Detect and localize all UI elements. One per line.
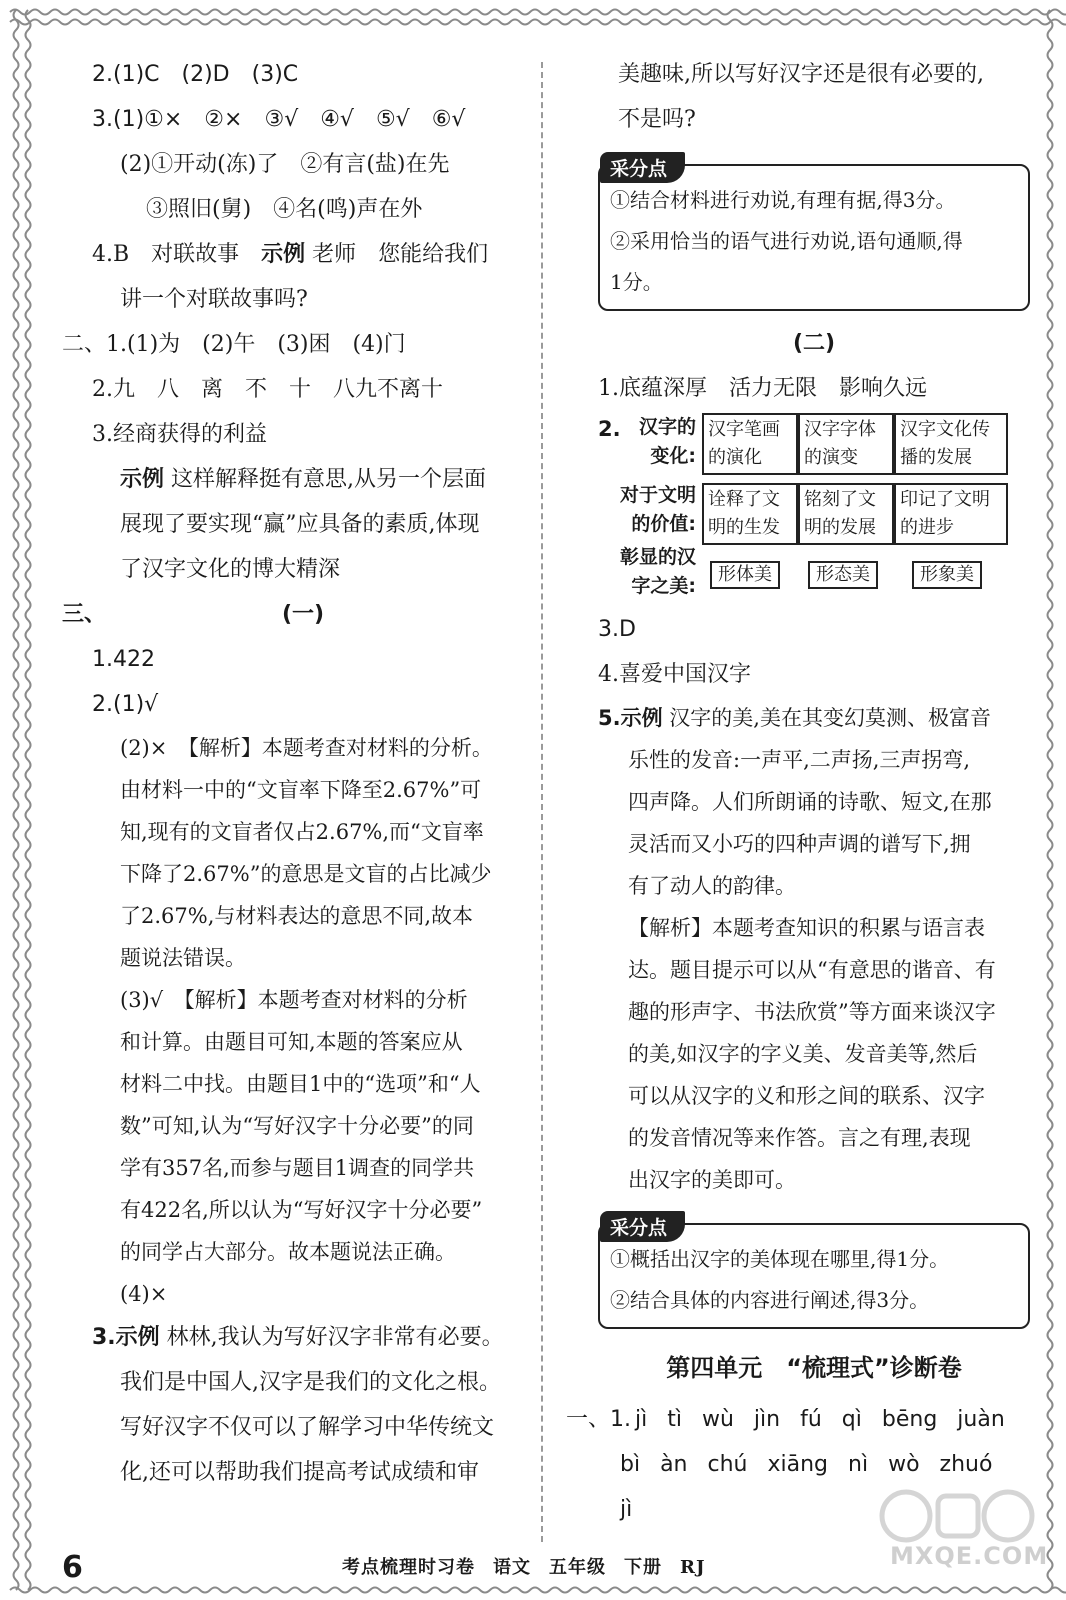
pinyin-item: jì (635, 1407, 648, 1432)
section-2-example-line: 展现了要实现“赢”应具备的素质,体现 (120, 512, 480, 537)
diagram-box: 铭刻了文 明的发展 (798, 483, 894, 545)
text-line: 有422名,所以认为“写好汉字十分必要” (120, 1198, 483, 1222)
pinyin-item: zhuó (939, 1452, 993, 1477)
pinyin-item: chú (707, 1452, 748, 1477)
analysis-3 (62, 979, 522, 1273)
pinyin-item: wù (701, 1407, 734, 1432)
page-number: 6 (62, 1550, 83, 1585)
diagram-row-label: 彰显的汉 字之美: (619, 546, 696, 597)
diagram-box: 汉字笔画 的演化 (702, 413, 798, 475)
pinyin-item: jì (620, 1497, 633, 1522)
pinyin-row (598, 1442, 1030, 1487)
diagram-box: 汉字文化传 播的发展 (894, 413, 1008, 475)
essay-line: 林林,我认为写好汉字非常有必要。 (159, 1325, 504, 1350)
answer-4: 4.喜爱中国汉字 (598, 662, 751, 687)
scoring-tag: 采分点 (600, 1211, 685, 1242)
text-line: 知,现有的文盲者仅占2.67%,而“文盲率 (120, 820, 484, 844)
answer-2-4: (4)× (120, 1282, 168, 1306)
text-line: 的同学占大部分。故本题说法正确。 (120, 1240, 456, 1264)
text-line: 出汉字的美即可。 (628, 1168, 796, 1192)
subsection-title: (二) (792, 331, 836, 356)
pinyin-item: xiāng (767, 1452, 829, 1477)
diagram-tag: 形体美 (710, 561, 780, 589)
answer-5-analysis (598, 907, 1030, 1201)
text-line: 四声降。人们所朗诵的诗歌、短文,在那 (628, 790, 992, 814)
pinyin-item: jìn (753, 1407, 781, 1432)
scoring-item: ②采用恰当的语气进行劝说,语句通顺,得 (610, 229, 963, 253)
text-line: 了2.67%,与材料表达的意思不同,故本 (120, 904, 474, 928)
diagram-box: 印记了文明 的进步 (894, 483, 1008, 545)
diagram-box: 汉字字体 的演变 (798, 413, 894, 475)
essay-line: 写好汉字不仅可以了解学习中华传统文 (120, 1415, 495, 1440)
pinyin-prefix: 一、1. (566, 1407, 631, 1432)
hanzi-diagram (598, 411, 1030, 607)
essay-continued: 不是吗? (618, 107, 696, 132)
text-line: 的美,如汉字的字义美、发音美等,然后 (628, 1042, 978, 1066)
text-line: 达。题目提示可以从“有意思的谐音、有 (628, 958, 996, 982)
diagram-box: 诠释了文 明的生发 (702, 483, 798, 545)
text-line: 可以从汉字的义和形之间的联系、汉字 (628, 1084, 985, 1108)
text-line: 题说法错误。 (120, 946, 246, 970)
answer-5 (598, 697, 1030, 739)
answer-4 (62, 232, 522, 277)
pinyin-item: nì (848, 1452, 869, 1477)
answer-1: 1.底蕴深厚 活力无限 影响久远 (598, 376, 927, 401)
subject: 语文 (493, 1557, 531, 1578)
pinyin-item: tì (667, 1407, 682, 1432)
answer-5-line: 汉字的美,美在其变幻莫测、极富音 (662, 706, 991, 730)
section-2-example-line: 了汉字文化的博大精深 (120, 557, 341, 582)
section-3-answer-3 (62, 1315, 522, 1360)
answer-4-cont: 讲一个对联故事吗? (120, 287, 308, 312)
section-3-answer-2-1: 2.(1)√ (92, 692, 159, 717)
pinyin-item: bì (620, 1452, 641, 1477)
pinyin-row (566, 1397, 1030, 1442)
diagram-row-label: 对于文明 的价值: (619, 484, 696, 535)
text-line: 由材料一中的“文盲率下降至2.67%”可 (120, 778, 482, 802)
grade: 五年级 (549, 1557, 606, 1578)
scoring-item: ①结合材料进行劝说,有理有据,得3分。 (610, 188, 956, 212)
unit-title: 第四单元 “梳理式”诊断卷 (666, 1354, 962, 1382)
text-line: 【解析】本题考查知识的积累与语言表 (628, 916, 985, 940)
scoring-box (598, 158, 1030, 311)
book-title: 考点梳理时习卷 (342, 1557, 475, 1578)
text-line: 趣的形声字、书法欣赏”等方面来谈汉字 (628, 1000, 996, 1024)
answer-3-2: (2)①开动(冻)了 ②有言(盐)在先 (120, 152, 450, 177)
section-3-answer-1: 1.422 (92, 647, 155, 672)
scoring-item: ②结合具体的内容进行阐述,得3分。 (610, 1288, 930, 1312)
footer-info (342, 1548, 723, 1588)
pinyin-item: qì (841, 1407, 862, 1432)
example-label: 示例 (261, 242, 306, 267)
text-line: 和计算。由题目可知,本题的答案应从 (120, 1030, 463, 1054)
text-line: 下降了2.67%”的意思是文盲的占比减少 (120, 862, 492, 886)
example-label: 5.示例 (598, 706, 663, 730)
right-column (566, 52, 1030, 1532)
answer-2-number: 2. (598, 417, 621, 441)
answer-3-1: 3.(1)①× ②× ③√ ④√ ⑤√ ⑥√ (92, 107, 466, 132)
diagram-row-label: 汉字的 变化: (638, 416, 696, 467)
pinyin-item: juàn (957, 1407, 1005, 1432)
diagram-tag: 形象美 (912, 561, 982, 589)
section-2-answer-1: 二、1.(1)为 (2)午 (3)困 (4)门 (62, 332, 406, 357)
volume: 下册 (624, 1557, 662, 1578)
watermark-logo (878, 1486, 1049, 1586)
section-2-example (62, 457, 522, 502)
essay-line: 化,还可以帮助我们提高考试成绩和审 (120, 1460, 479, 1485)
answer-3: 3.D (598, 617, 636, 642)
essay-continued: 美趣味,所以写好汉字还是很有必要的, (618, 62, 984, 87)
section-3-label: 三、 (62, 602, 107, 627)
analysis-2 (62, 727, 522, 979)
text-line: 数”可知,认为“写好汉字十分必要”的同 (120, 1114, 474, 1138)
answer-4-prefix: 4.B 对联故事 (92, 242, 262, 267)
answer-5-body (598, 739, 1030, 907)
watermark-icon (878, 1486, 1038, 1546)
pinyin-item: àn (660, 1452, 688, 1477)
example-label: 示例 (120, 467, 165, 492)
scoring-tag: 采分点 (600, 152, 685, 183)
section-2-answer-3: 3.经商获得的利益 (92, 422, 267, 447)
column-divider (541, 62, 543, 1542)
pinyin-item: wò (888, 1452, 920, 1477)
pinyin-item: fú (800, 1407, 822, 1432)
diagram-tag: 形态美 (808, 561, 878, 589)
text-line: 的发音情况等来作答。言之有理,表现 (628, 1126, 971, 1150)
answer-4-text: 老师 您能给我们 (305, 242, 489, 267)
text-line: 灵活而又小巧的四种声调的谱写下,拥 (628, 832, 971, 856)
text-line: (2)× 【解析】本题考查对材料的分析。 (120, 736, 493, 760)
answer-3-2-cont: ③照旧(舅) ④名(鸣)声在外 (146, 197, 423, 222)
section-3-header (62, 592, 522, 637)
edition: RJ (680, 1557, 706, 1578)
left-column (62, 52, 522, 1495)
pinyin-list (635, 1397, 1025, 1442)
text-line: (3)√ 【解析】本题考查对材料的分析 (120, 988, 468, 1012)
text-line: 材料二中找。由题目1中的“选项”和“人 (120, 1072, 481, 1096)
example-label: 3.示例 (92, 1325, 160, 1350)
pinyin-item: bēng (881, 1407, 938, 1432)
text-line: 学有357名,而参与题目1调查的同学共 (120, 1156, 475, 1180)
text-line: 乐性的发音:一声平,二声扬,三声拐弯, (628, 748, 971, 772)
example-text: 这样解释挺有意思,从另一个层面 (164, 467, 487, 492)
scoring-item: 1分。 (610, 270, 663, 294)
scoring-item: ①概括出汉字的美体现在哪里,得1分。 (610, 1247, 950, 1271)
watermark-text: MXQE.COM (890, 1542, 1049, 1570)
text-line: 有了动人的韵律。 (628, 874, 796, 898)
essay-line: 我们是中国人,汉字是我们的文化之根。 (120, 1370, 501, 1395)
scoring-box (598, 1217, 1030, 1329)
subsection-title: (一) (282, 602, 325, 627)
section-2-answer-2: 2.九 八 离 不 十 八九不离十 (92, 377, 443, 402)
answer-2: 2.(1)C (2)D (3)C (92, 62, 299, 87)
